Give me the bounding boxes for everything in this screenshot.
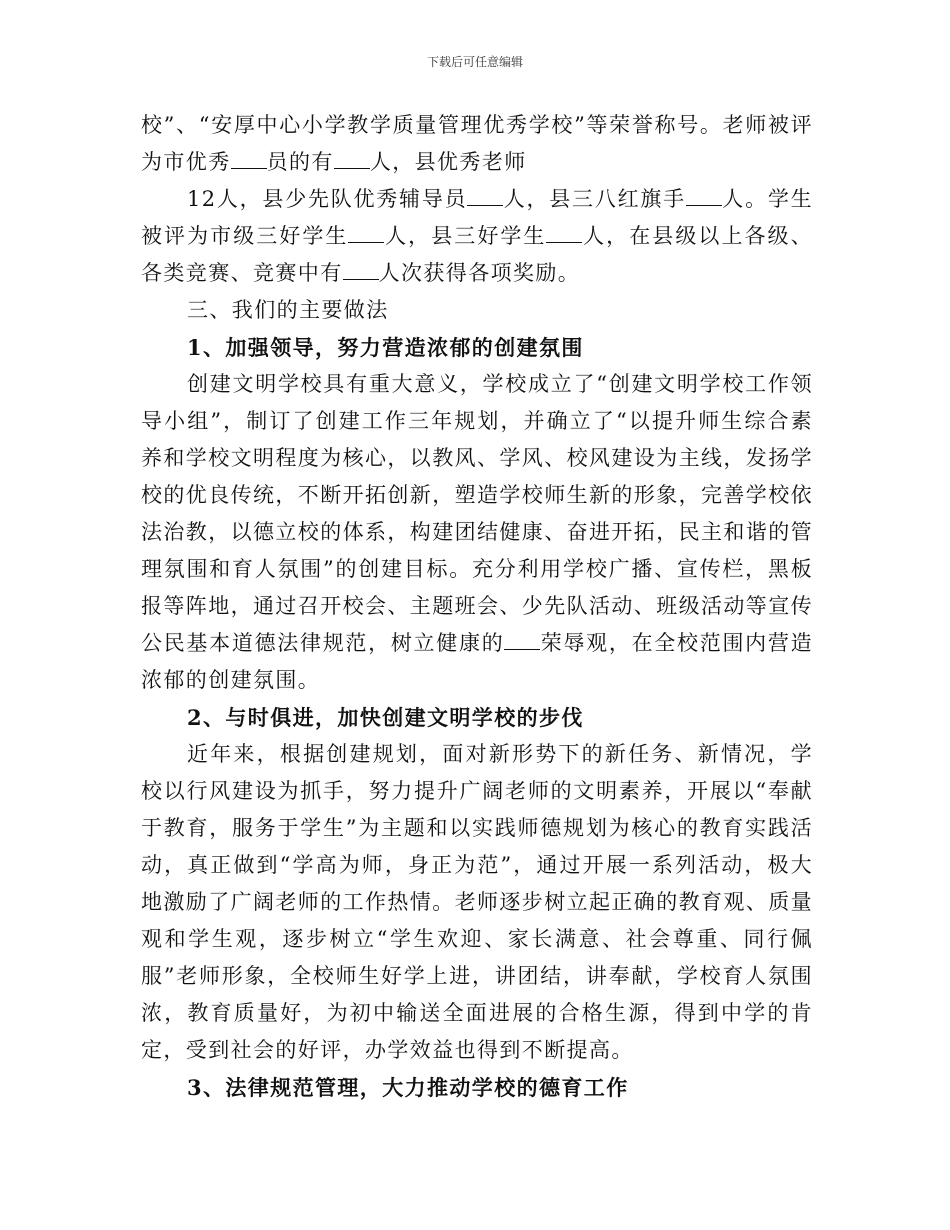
paragraph-honors-part-c: 人，县优秀老师 bbox=[369, 150, 527, 174]
paragraph-honors-part-a: 校”、“安厚中心小学教学质量管理优秀学校”等荣誉称号。老师被评为市优秀 bbox=[141, 113, 813, 174]
fill-in-blank bbox=[686, 187, 722, 206]
fill-in-blank bbox=[546, 224, 582, 243]
fill-in-blank bbox=[343, 261, 379, 280]
fill-in-blank bbox=[504, 631, 540, 650]
paragraph-awards-part-d: 人，县三好学生 bbox=[384, 224, 547, 248]
fill-in-blank bbox=[334, 150, 370, 169]
paragraph-progress: 近年来，根据创建规划，面对新形势下的新任务、新情况，学校以行风建设为抓手，努力提升广阔老师的文明素养，开展以“奉献于教育，服务于学生”为主题和以实践师德规划为核心的教育实践活动，真正做到“学高为师，身正为范”，通过开展一系列活动，极大地激励了广阔老师的工作热情。老师逐步树立起正确的教育观、质量观和学生观，逐步树立“学生欢迎、家长满意、社会尊重、同行佩服”老师形象，全校师生好学上进，讲团结，讲奉献，学校育人氛围浓，教育质量好，为初中输送全面进展的合格生源，得到中学的肯定，受到社会的好评，办学效益也得到不断提高。 bbox=[141, 742, 813, 1062]
subsection-heading-2: 2、与时俱进，加快创建文明学校的步伐 bbox=[187, 705, 584, 730]
section-heading: 三、我们的主要做法 bbox=[187, 298, 389, 322]
paragraph-awards-part-e: 人，在县级以上各级、各类竞赛、竞赛中有 bbox=[141, 224, 813, 285]
paragraph-leadership-part-b: 荣辱观，在全校范围内营造浓郁的创建氛围。 bbox=[141, 631, 813, 692]
subsection-heading-3: 3、法律规范管理，大力推动学校的德育工作 bbox=[187, 1075, 629, 1100]
paragraph-awards bbox=[141, 181, 813, 292]
paragraph-honors-part-b: 员的有 bbox=[266, 150, 334, 174]
paragraph-leadership bbox=[141, 366, 813, 699]
paragraph-awards-part-c: 人。学生被评为市级三好学生 bbox=[141, 187, 814, 248]
fill-in-blank bbox=[231, 150, 267, 169]
paragraph-awards-part-b: 人，县三八红旗手 bbox=[503, 187, 686, 211]
paragraph-awards-part-f: 人次获得各项奖励。 bbox=[378, 261, 581, 285]
document-body bbox=[141, 107, 813, 1106]
paragraph-honors bbox=[141, 107, 813, 181]
paragraph-awards-part-a: 12人，县少先队优秀辅导员 bbox=[187, 187, 468, 211]
fill-in-blank bbox=[467, 187, 503, 206]
paragraph-leadership-part-a: 创建文明学校具有重大意义，学校成立了“创建文明学校工作领导小组”，制订了创建工作三年规划，并确立了“以提升师生综合素养和学校文明程度为核心，以教风、学风、校风建设为主线，发扬学校的优良传统，不断开拓创新，塑造学校师生新的形象，完善学校依法治教，以德立校的体系，构建团结健康、奋进开拓，民主和谐的管理氛围和育人氛围”的创建目标。充分利用学校广播、宣传栏，黑板报等阵地，通过召开校会、主题班会、少先队活动、班级活动等宣传公民基本道德法律规范，树立健康的 bbox=[141, 372, 813, 655]
fill-in-blank bbox=[348, 224, 384, 243]
page-header: 下载后可任意编辑 bbox=[426, 55, 523, 69]
subsection-heading-1: 1、加强领导，努力营造浓郁的创建氛围 bbox=[187, 335, 584, 360]
